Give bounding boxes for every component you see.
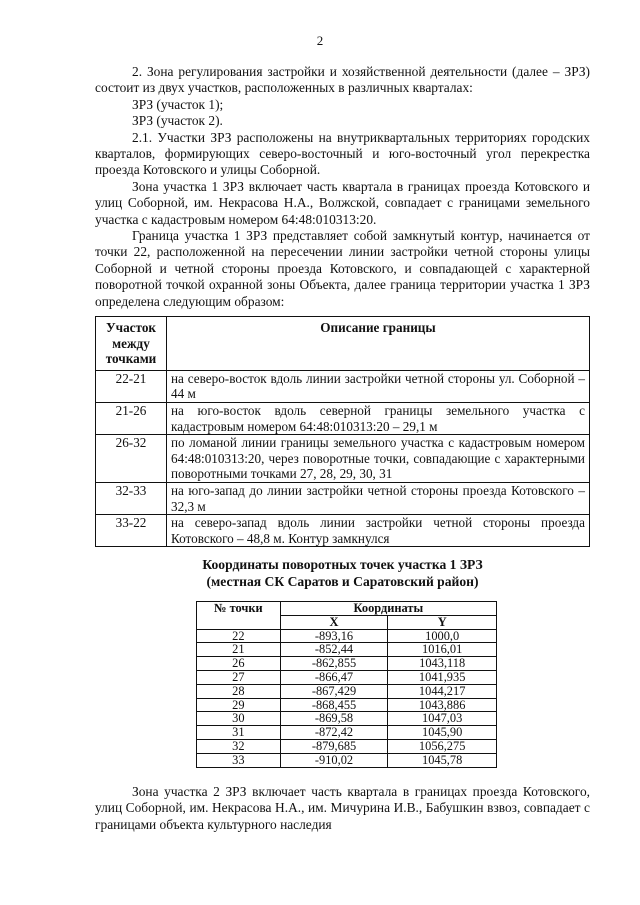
coordinates-table	[196, 601, 497, 768]
cell-y: 1045,78	[388, 753, 497, 767]
paragraph-2-1: 2.1. Участки ЗРЗ расположены на внутриквартальных территориях городских кварталов, формирующих северо-восточный и юго-восточный угол перекрестка проезда Котовского и улицы Соборной.	[95, 129, 590, 178]
coordinates-title-line-2: (местная СК Саратов и Саратовский район)	[206, 573, 479, 589]
table-row	[197, 739, 497, 753]
table-row	[197, 657, 497, 671]
row-description: на северо-запад вдоль линии застройки четной стороны проезда Котовского – 48,8 м. Контур замкнулся	[167, 515, 590, 547]
cell-point: 33	[197, 753, 281, 767]
cell-point: 26	[197, 657, 281, 671]
cell-point: 21	[197, 643, 281, 657]
header-coordinates: Координаты	[280, 602, 496, 616]
cell-x: -872,42	[280, 726, 388, 740]
cell-x: -869,58	[280, 712, 388, 726]
cell-y: 1056,275	[388, 739, 497, 753]
table-row	[96, 402, 590, 434]
cell-y: 1043,118	[388, 657, 497, 671]
cell-point: 30	[197, 712, 281, 726]
paragraph-site-2: ЗРЗ (участок 2).	[132, 113, 223, 129]
cell-y: 1044,217	[388, 684, 497, 698]
cell-y: 1043,886	[388, 698, 497, 712]
cell-x: -893,16	[280, 629, 388, 643]
cell-point: 28	[197, 684, 281, 698]
row-description: на северо-восток вдоль линии застройки четной стороны ул. Соборной – 44 м	[167, 370, 590, 402]
table-row	[197, 698, 497, 712]
header-segment: Участок между точками	[96, 317, 167, 371]
row-segment: 33-22	[96, 515, 167, 547]
row-segment: 22-21	[96, 370, 167, 402]
coords-header-row	[197, 602, 497, 616]
row-segment: 26-32	[96, 435, 167, 483]
paragraph-site-1-contour: Граница участка 1 ЗРЗ представляет собой замкнутый контур, начинается от точки 22, расположенной на пересечении линии застройки четной стороны улицы Соборной и четной стороны проезда Котовского, и совпадающей с характерной поворотной точкой охранной зоны Объекта, далее граница территории участка 1 ЗРЗ определена следующим образом:	[95, 228, 590, 309]
paragraph-site-1: ЗРЗ (участок 1);	[132, 96, 224, 112]
row-segment: 21-26	[96, 402, 167, 434]
table-row	[197, 684, 497, 698]
table-row	[197, 712, 497, 726]
cell-x: -866,47	[280, 670, 388, 684]
row-description: на юго-запад до линии застройки четной стороны проезда Котовского – 32,3 м	[167, 482, 590, 514]
cell-y: 1041,935	[388, 670, 497, 684]
table-row	[96, 435, 590, 483]
coordinates-title-line-1: Координаты поворотных точек участка 1 ЗРЗ	[202, 557, 483, 572]
table-row	[197, 726, 497, 740]
cell-y: 1045,90	[388, 726, 497, 740]
header-x: X	[280, 615, 388, 629]
header-y: Y	[388, 615, 497, 629]
cell-point: 31	[197, 726, 281, 740]
page-number: 2	[316, 33, 324, 48]
cell-x: -868,455	[280, 698, 388, 712]
table-row	[197, 753, 497, 767]
row-description: по ломаной линии границы земельного участка с кадастровым номером 64:48:010313:20, через поворотные точки, совпадающие с характерными поворотными точками 27, 28, 29, 30, 31	[167, 435, 590, 483]
cell-point: 22	[197, 629, 281, 643]
cell-point: 32	[197, 739, 281, 753]
coordinates-title	[95, 557, 590, 590]
header-point-number: № точки	[197, 602, 281, 630]
intro-text	[95, 64, 590, 310]
cell-x: -879,685	[280, 739, 388, 753]
boundary-table-header	[96, 317, 590, 371]
row-segment: 32-33	[96, 482, 167, 514]
cell-y: 1047,03	[388, 712, 497, 726]
row-description: на юго-восток вдоль северной границы земельного участка с кадастровым номером 64:48:010313:20 – 29,1 м	[167, 402, 590, 434]
closing-text	[95, 784, 590, 833]
cell-y: 1000,0	[388, 629, 497, 643]
table-row	[96, 370, 590, 402]
boundary-description-table	[95, 316, 590, 547]
cell-x: -910,02	[280, 753, 388, 767]
table-row	[96, 515, 590, 547]
paragraph-site-2-bounds: Зона участка 2 ЗРЗ включает часть квартала в границах проезда Котовского, улиц Соборной, им. Некрасова Н.А., им. Мичурина И.В., Бабушкин взвоз, совпадает с границами объекта культурного наследия	[95, 784, 590, 832]
table-row	[197, 629, 497, 643]
cell-x: -867,429	[280, 684, 388, 698]
cell-point: 27	[197, 670, 281, 684]
cell-x: -862,855	[280, 657, 388, 671]
header-description: Описание границы	[167, 317, 590, 371]
table-row	[96, 482, 590, 514]
table-row	[197, 643, 497, 657]
table-row	[197, 670, 497, 684]
paragraph-zone-definition: 2. Зона регулирования застройки и хозяйственной деятельности (далее – ЗРЗ) состоит из двух участков, расположенных в различных кварталах:	[95, 64, 590, 96]
paragraph-site-1-bounds: Зона участка 1 ЗРЗ включает часть квартала в границах проезда Котовского и улиц Соборной, им. Некрасова Н.А., Волжской, совпадает с границами земельного участка с кадастровым номером 64:48:010313:20.	[95, 178, 590, 227]
cell-y: 1016,01	[388, 643, 497, 657]
cell-x: -852,44	[280, 643, 388, 657]
cell-point: 29	[197, 698, 281, 712]
